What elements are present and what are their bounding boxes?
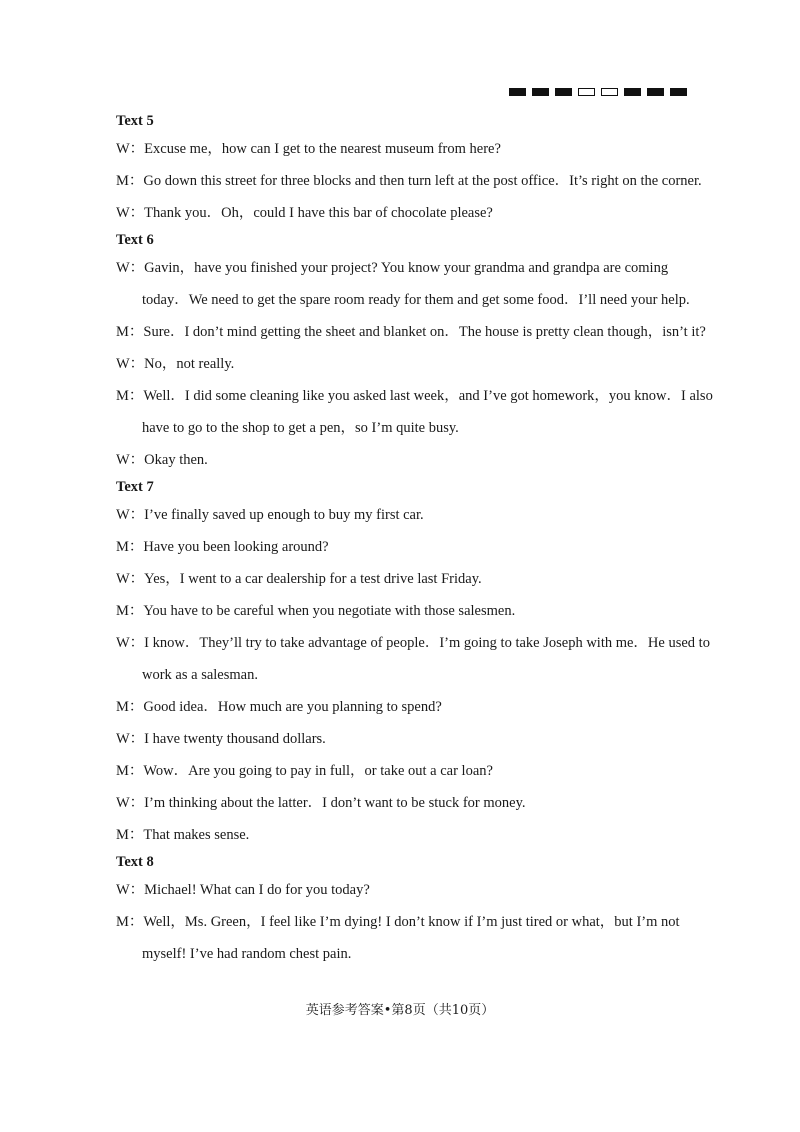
filled-square-mark [509,88,526,96]
dialogue-line: W：Excuse me，how can I get to the nearest museum from here? [116,141,501,157]
section-heading: Text 6 [116,232,154,248]
dialogue-line-continuation: today．We need to get the spare room ready for them and get some food．I’ll need your help. [142,292,690,308]
section-heading: Text 7 [116,479,154,495]
filled-square-mark [532,88,549,96]
dialogue-line: M：Sure．I don’t mind getting the sheet and blanket on．The house is pretty clean though，isn’t it? [116,324,706,340]
dialogue-line: M：Well．I did some cleaning like you asked last week，and I’ve got homework，you know．I also [116,388,713,404]
dialogue-line: M：Go down this street for three blocks and then turn left at the post office．It’s right on the corner. [116,173,702,189]
section-heading: Text 8 [116,854,154,870]
document-body [116,110,713,970]
dialogue-line-continuation: myself! I’ve had random chest pain. [142,946,352,962]
dialogue-section [116,476,710,851]
dialogue-line: W：Yes，I went to a car dealership for a test drive last Friday. [116,571,482,587]
dialogue-line-continuation: work as a salesman. [142,667,258,683]
dialogue-section [116,229,713,476]
page-marks [509,88,687,96]
dialogue-line: M：Have you been looking around? [116,539,329,555]
dialogue-line: W：Okay then. [116,452,208,468]
dialogue-line: W：No，not really. [116,356,235,372]
filled-square-mark [624,88,641,96]
section-heading: Text 5 [116,113,154,129]
dialogue-line: W：I know．They’ll try to take advantage of people．I’m going to take Joseph with me．He used to [116,635,710,651]
dialogue-line: W：I have twenty thousand dollars. [116,731,326,747]
dialogue-section [116,851,696,970]
empty-square-mark [578,88,595,96]
filled-square-mark [555,88,572,96]
filled-square-mark [670,88,687,96]
dialogue-line: W：I’ve finally saved up enough to buy my first car. [116,507,424,523]
dialogue-line: W：Michael! What can I do for you today? [116,882,370,898]
dialogue-line: W：Gavin，have you finished your project? You know your grandma and grandpa are coming [116,260,669,276]
dialogue-line: M：You have to be careful when you negotiate with those salesmen. [116,603,516,619]
dialogue-line: W：Thank you．Oh，could I have this bar of chocolate please? [116,205,493,221]
page-footer: 英语参考答案•第8页（共10页） [305,1003,495,1018]
dialogue-line: M：Wow．Are you going to pay in full，or take out a car loan? [116,763,493,779]
filled-square-mark [647,88,664,96]
dialogue-line: M：Well，Ms. Green，I feel like I’m dying! I don’t know if I’m just tired or what，but I’m not [116,914,680,930]
dialogue-section [116,110,702,229]
dialogue-line: W：I’m thinking about the latter．I don’t want to be stuck for money. [116,795,526,811]
dialogue-line-continuation: have to go to the shop to get a pen，so I’m quite busy. [142,420,459,436]
dialogue-line: M：That makes sense. [116,827,250,843]
dialogue-line: M：Good idea．How much are you planning to spend? [116,699,442,715]
empty-square-mark [601,88,618,96]
